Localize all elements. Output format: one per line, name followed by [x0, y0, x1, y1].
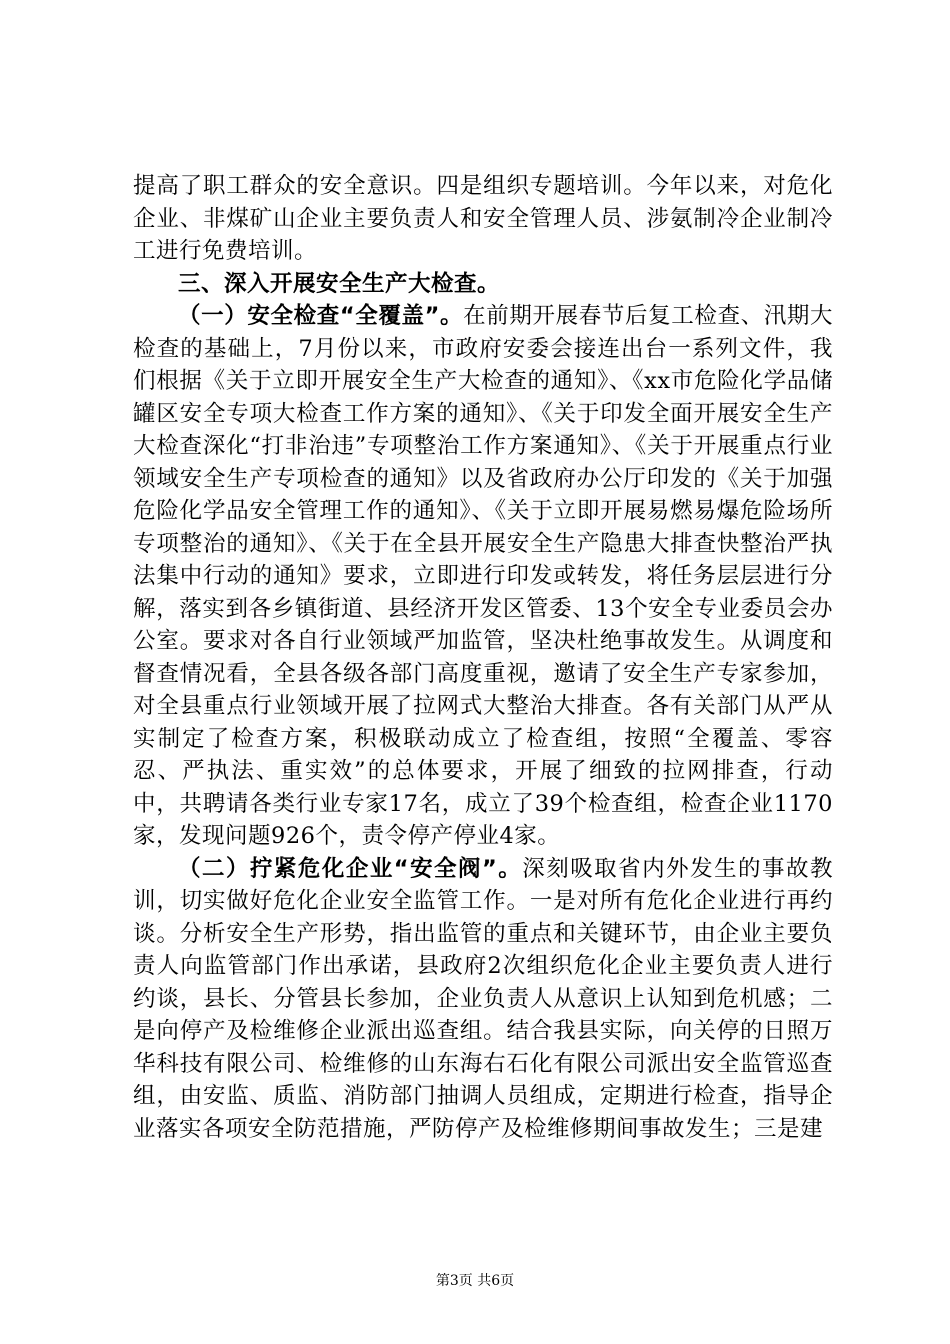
paragraph-safety-valve-text: 深刻吸取省内外发生的事故教训，切实做好危化企业安全监管工作。一是对所有危化企业进行再约谈。分析安全生产形势，指出监管的重点和关键环节，由企业主要负责人向监管部门作出承诺，县政府2次组织危化企业主要负责人进行约谈，县长、分管县长参加，企业负责人从意识上认知到危机感；二是向停产及检维修企业派出巡查组。结合我县实际，向关停的日照万华科技有限公司、检维修的山东海右石化有限公司派出安全监管巡查组，由安监、质监、消防部门抽调人员组成，定期进行检查，指导企业落实各项安全防范措施，严防停产及检维修期间事故发生；三是建: [133, 855, 833, 1142]
paragraph-full-coverage-text: 在前期开展春节后复工检查、汛期大检查的基础上，7月份以来，市政府安委会接连出台一系列文件，我们根据《关于立即开展安全生产大检查的通知》、《xx市危险化学品储罐区安全专项大检查工作方案的通知》、《关于印发全面开展安全生产大检查深化“打非治违”专项整治工作方案通知》、《关于开展重点行业领域安全生产专项检查的通知》以及省政府办公厅印发的《关于加强危险化学品安全管理工作的通知》、《关于立即开展易燃易爆危险场所专项整治的通知》、《关于在全县开展安全生产隐患大排查快整治严执法集中行动的通知》要求，立即进行印发或转发，将任务层层进行分解，落实到各乡镇街道、县经济开发区管委、13个安全专业委员会办公室。要求对各自行业领域严加监管，坚决杜绝事故发生。从调度和督查情况看，全县各级各部门高度重视，邀请了安全生产专家参加，对全县重点行业领域开展了拉网式大整治大排查。各有关部门从严从实制定了检查方案，积极联动成立了检查组，按照“全覆盖、零容忍、严执法、重实效”的总体要求，开展了细致的拉网排查，行动中，共聘请各类行业专家17名，成立了39个检查组，检查企业1170家，发现问题926个，责令停产停业4家。: [133, 303, 833, 849]
paragraph-safety-valve: [133, 853, 833, 1146]
section-heading-inspection: 三、深入开展安全生产大检查。: [178, 270, 501, 297]
paragraph-full-coverage: [133, 300, 833, 853]
document-body: [133, 170, 833, 1145]
paragraph-training: 提高了职工群众的安全意识。四是组织专题培训。今年以来，对危化企业、非煤矿山企业主要负责人和安全管理人员、涉氨制冷企业制冷工进行免费培训。: [133, 173, 833, 264]
subheading-full-coverage: （一）安全检查“全覆盖”。: [178, 303, 464, 329]
page-footer: 第3页 共6页: [435, 1273, 515, 1289]
subheading-safety-valve: （二）拧紧危化企业“安全阀”。: [178, 855, 523, 882]
